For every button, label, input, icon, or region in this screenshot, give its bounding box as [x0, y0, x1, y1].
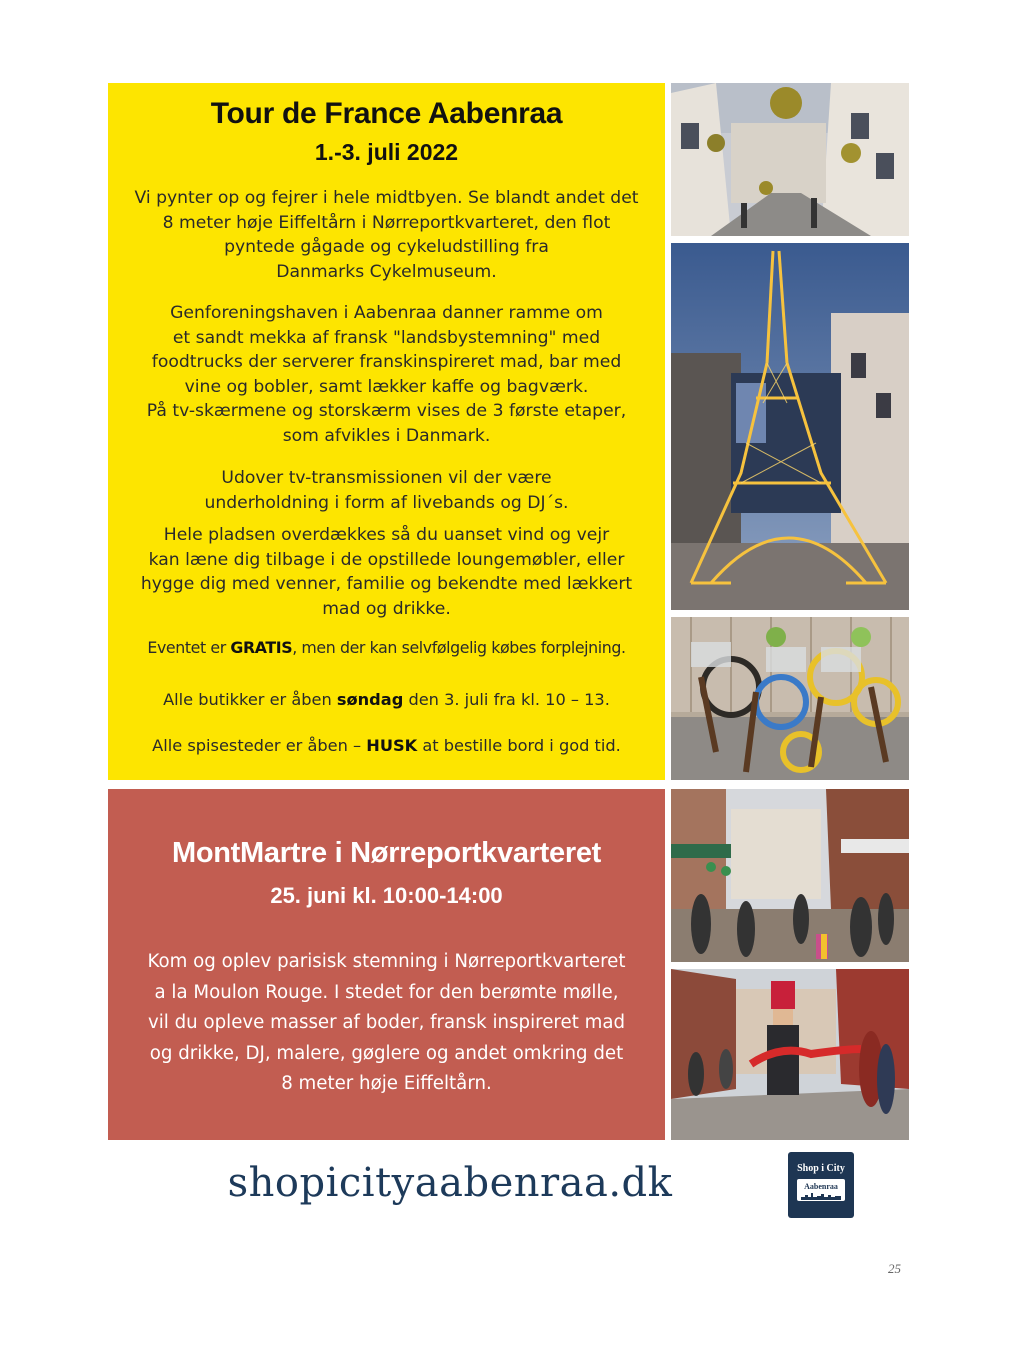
skyline-icon	[801, 1192, 841, 1200]
tour-restaurants-note: Alle spisesteder er åben – HUSK at bestille bord i god tid.	[152, 736, 621, 755]
tour-title: Tour de France Aabenraa	[210, 97, 563, 130]
logo-subtitle: Aabenraa	[804, 1182, 838, 1191]
montmartre-title: MontMartre i Nørreportkvarteret	[171, 837, 601, 869]
montmartre-body: Kom og oplev parisisk stemning i Nørreportkvarteret a la Moulon Rouge. I stedet for den berømte mølle, vil du opleve masser af boder, fransk inspireret mad og drikke, DJ, malere, gøglere og andet omkring det 8 meter høje Eiffeltårn.	[147, 951, 626, 1094]
street-decorations-photo	[671, 83, 909, 236]
bicycle-exhibition-photo	[671, 617, 909, 780]
montmartre-panel	[108, 789, 665, 1140]
tour-date: 1.-3. juli 2022	[314, 139, 459, 165]
tour-paragraph-4: Hele pladsen overdækkes så du uanset vind og vejr kan læne dig tilbage i de opstillede loungemøbler, eller hygge dig med venner, familie og bekendte med lækkert mad og drikke.	[140, 525, 633, 619]
website-url: shopicityaabenraa.dk	[227, 1160, 673, 1206]
tour-paragraph-2: Genforeningshaven i Aabenraa danner ramme om et sandt mekka af fransk "landsbystemning" med foodtrucks der serverer franskinspireret mad, bar med vine og bobler, samt lækker kaffe og bagværk. På tv-skærmene og storskærm vises de 3 første etaper, som afvikles i Danmark.	[146, 303, 627, 446]
shop-i-city-logo	[788, 1152, 854, 1218]
street-entertainer-photo	[671, 969, 909, 1140]
tour-free-event-note: Eventet er GRATIS, men der kan selvfølgelig købes forplejning.	[147, 638, 626, 657]
tour-shops-open-note: Alle butikker er åben søndag den 3. juli fra kl. 10 – 13.	[163, 690, 610, 709]
montmartre-date: 25. juni kl. 10:00-14:00	[270, 883, 503, 908]
norreport-street-photo	[671, 789, 909, 962]
eiffel-tower-photo	[671, 243, 909, 610]
logo-title: Shop i City	[797, 1163, 845, 1174]
tour-paragraph-3: Udover tv-transmissionen vil der være underholdning i form af livebands og DJ´s.	[204, 468, 569, 513]
page-number: 25	[888, 1261, 901, 1276]
tour-de-france-panel	[108, 83, 665, 780]
tour-paragraph-1: Vi pynter op og fejrer i hele midtbyen. Se blandt andet det 8 meter høje Eiffeltårn i Nørreportkvarteret, den flot pyntede gågade og cykeludstilling fra Danmarks Cykelmuseum.	[134, 188, 639, 282]
